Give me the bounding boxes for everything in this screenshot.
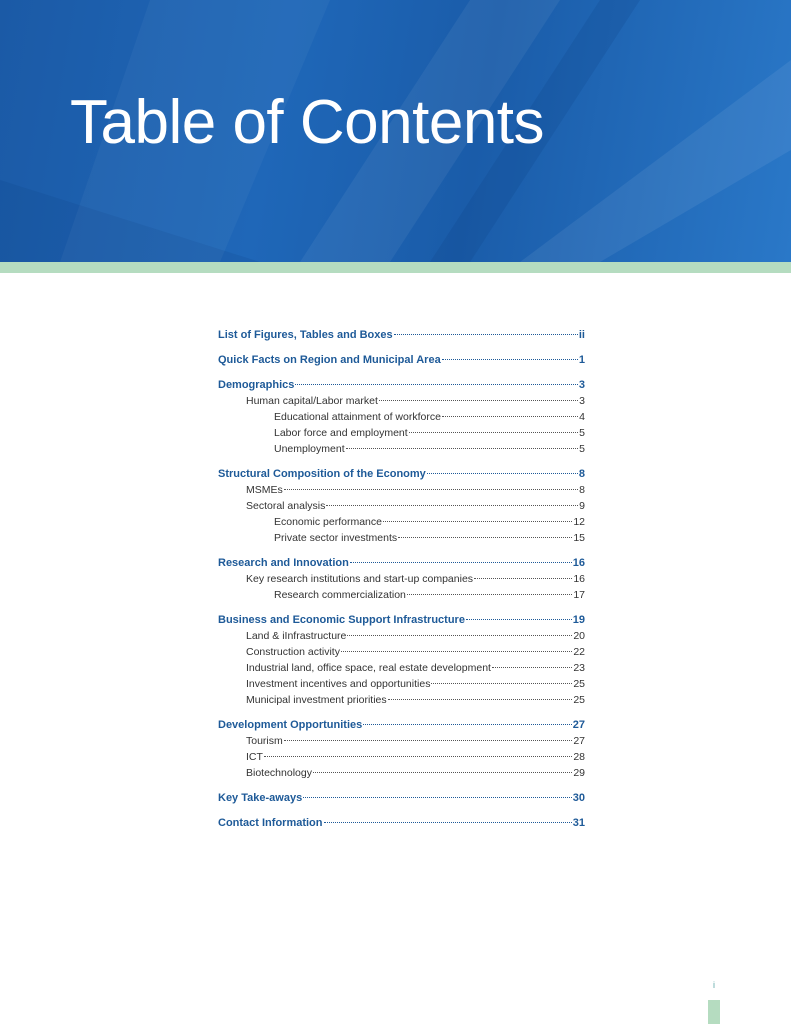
toc-entry-page: 23: [573, 662, 585, 674]
toc-subsection-entry[interactable]: [218, 733, 585, 749]
toc-section-entry[interactable]: [218, 815, 585, 831]
dot-leader: [407, 594, 572, 595]
dot-leader: [474, 578, 572, 579]
toc-entry-page: 3: [578, 379, 585, 391]
dot-leader: [346, 448, 579, 449]
dot-leader: [383, 521, 572, 522]
toc-subsection-entry[interactable]: [218, 676, 585, 692]
toc-entry-page: 4: [579, 411, 585, 423]
toc-entry-label: Municipal investment priorities: [246, 694, 387, 706]
table-of-contents: [218, 327, 585, 831]
toc-entry-page: 5: [579, 443, 585, 455]
toc-entry-label: Demographics: [218, 379, 295, 391]
toc-entry-page: 3: [579, 395, 585, 407]
dot-leader: [409, 432, 578, 433]
dot-leader: [442, 359, 578, 360]
toc-entry-page: 25: [573, 694, 585, 706]
dot-leader: [379, 400, 578, 401]
toc-section-entry[interactable]: [218, 466, 585, 482]
toc-subsubsection-entry[interactable]: [218, 514, 585, 530]
dot-leader: [492, 667, 572, 668]
toc-entry-label: Structural Composition of the Economy: [218, 468, 426, 480]
toc-subsection-entry[interactable]: [218, 692, 585, 708]
toc-entry-page: 31: [572, 817, 585, 829]
toc-entry-label: ICT: [246, 751, 263, 763]
toc-entry-label: Land & iInfrastructure: [246, 630, 347, 642]
dot-leader: [398, 537, 572, 538]
toc-entry-label: Biotechnology: [246, 767, 312, 779]
toc-entry-label: Unemployment: [274, 443, 345, 455]
toc-entry-page: 25: [573, 678, 585, 690]
dot-leader: [394, 334, 578, 335]
corner-accent-bar: [708, 1000, 720, 1024]
toc-section-entry[interactable]: [218, 612, 585, 628]
toc-subsubsection-entry[interactable]: [218, 441, 585, 457]
toc-entry-page: 9: [579, 500, 585, 512]
toc-entry-page: 8: [579, 484, 585, 496]
toc-entry-page: ii: [578, 329, 585, 341]
toc-section-entry[interactable]: [218, 555, 585, 571]
toc-entry-label: Sectoral analysis: [246, 500, 326, 512]
toc-subsection-entry[interactable]: [218, 393, 585, 409]
toc-entry-label: Industrial land, office space, real estate development: [246, 662, 491, 674]
toc-entry-page: 30: [572, 792, 585, 804]
toc-entry-label: Research and Innovation: [218, 557, 349, 569]
dot-leader: [324, 822, 572, 823]
toc-entry-label: Investment incentives and opportunities: [246, 678, 431, 690]
dot-leader: [388, 699, 573, 700]
toc-subsubsection-entry[interactable]: [218, 530, 585, 546]
toc-entry-label: Labor force and employment: [274, 427, 408, 439]
dot-leader: [466, 619, 572, 620]
toc-entry-page: 12: [573, 516, 585, 528]
toc-entry-label: Economic performance: [274, 516, 382, 528]
page-title: Table of Contents: [70, 88, 545, 157]
toc-section-entry[interactable]: [218, 717, 585, 733]
toc-subsection-entry[interactable]: [218, 765, 585, 781]
dot-leader: [264, 756, 572, 757]
toc-entry-page: 15: [573, 532, 585, 544]
toc-section-entry[interactable]: [218, 327, 585, 343]
toc-subsection-entry[interactable]: [218, 644, 585, 660]
toc-entry-page: 27: [572, 719, 585, 731]
accent-stripe: [0, 262, 791, 273]
toc-entry-page: 29: [573, 767, 585, 779]
toc-entry-label: MSMEs: [246, 484, 283, 496]
dot-leader: [431, 683, 572, 684]
header-banner: [0, 0, 791, 262]
toc-entry-label: Key research institutions and start-up companies: [246, 573, 474, 585]
toc-section-entry[interactable]: [218, 352, 585, 368]
toc-entry-page: 16: [573, 573, 585, 585]
dot-leader: [326, 505, 578, 506]
toc-entry-label: Tourism: [246, 735, 283, 747]
page-number: i: [713, 980, 715, 990]
toc-entry-page: 1: [578, 354, 585, 366]
dot-leader: [303, 797, 572, 798]
toc-entry-page: 20: [573, 630, 585, 642]
toc-entry-page: 8: [578, 468, 585, 480]
dot-leader: [442, 416, 578, 417]
dot-leader: [284, 489, 578, 490]
toc-subsection-entry[interactable]: [218, 482, 585, 498]
toc-entry-page: 17: [573, 589, 585, 601]
toc-entry-label: Construction activity: [246, 646, 340, 658]
toc-section-entry[interactable]: [218, 377, 585, 393]
toc-entry-label: Private sector investments: [274, 532, 398, 544]
toc-entry-label: Key Take-aways: [218, 792, 303, 804]
toc-entry-label: Human capital/Labor market: [246, 395, 378, 407]
toc-entry-page: 22: [573, 646, 585, 658]
toc-subsubsection-entry[interactable]: [218, 587, 585, 603]
dot-leader: [350, 562, 572, 563]
toc-subsubsection-entry[interactable]: [218, 425, 585, 441]
toc-entry-label: List of Figures, Tables and Boxes: [218, 329, 393, 341]
toc-subsubsection-entry[interactable]: [218, 409, 585, 425]
dot-leader: [427, 473, 578, 474]
toc-section-entry[interactable]: [218, 790, 585, 806]
toc-entry-label: Development Opportunities: [218, 719, 363, 731]
dot-leader: [347, 635, 572, 636]
toc-entry-label: Quick Facts on Region and Municipal Area: [218, 354, 441, 366]
toc-entry-page: 5: [579, 427, 585, 439]
toc-entry-label: Business and Economic Support Infrastructure: [218, 614, 465, 626]
toc-subsection-entry[interactable]: [218, 660, 585, 676]
dot-leader: [313, 772, 572, 773]
toc-entry-page: 16: [572, 557, 585, 569]
dot-leader: [295, 384, 577, 385]
toc-subsection-entry[interactable]: [218, 571, 585, 587]
dot-leader: [341, 651, 572, 652]
toc-entry-label: Research commercialization: [274, 589, 406, 601]
dot-leader: [363, 724, 572, 725]
dot-leader: [284, 740, 573, 741]
toc-entry-page: 19: [572, 614, 585, 626]
toc-entry-page: 28: [573, 751, 585, 763]
toc-subsection-entry[interactable]: [218, 749, 585, 765]
toc-subsection-entry[interactable]: [218, 628, 585, 644]
toc-entry-label: Contact Information: [218, 817, 323, 829]
toc-subsection-entry[interactable]: [218, 498, 585, 514]
toc-entry-page: 27: [573, 735, 585, 747]
toc-entry-label: Educational attainment of workforce: [274, 411, 441, 423]
